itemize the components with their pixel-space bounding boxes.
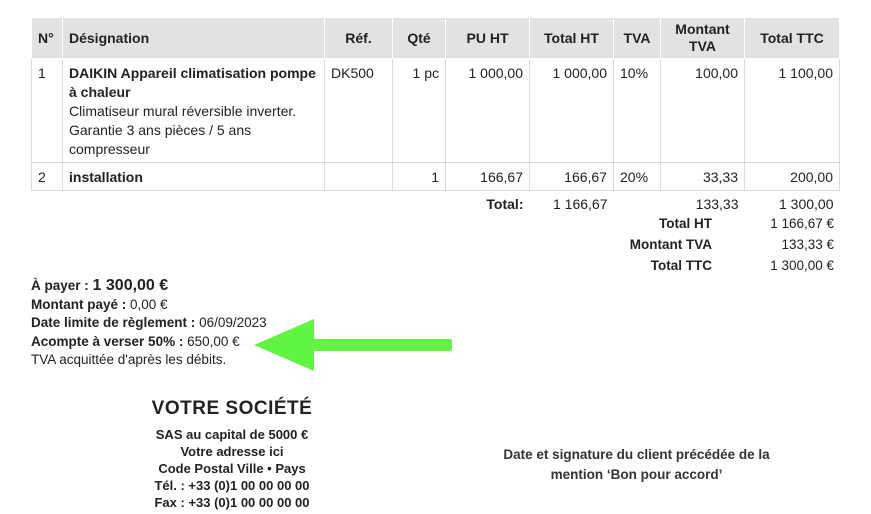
row-total-ttc: 1 100,00 — [745, 59, 840, 163]
date-limite-line — [31, 314, 267, 333]
a-payer-label: À payer : — [31, 278, 89, 293]
header-total-ttc: Total TTC — [745, 18, 840, 59]
a-payer-value: 1 300,00 € — [92, 277, 169, 294]
totals-total-ht: 1 166,67 — [553, 196, 608, 212]
company-fax: Fax : +33 (0)1 00 00 00 00 — [154, 495, 310, 510]
summary-row — [600, 213, 834, 234]
summary-row — [600, 234, 834, 255]
header-ref: Réf. — [325, 18, 393, 59]
header-tva: TVA — [614, 18, 661, 59]
company-city: Code Postal Ville • Pays — [158, 461, 306, 476]
table-header-row — [32, 18, 840, 59]
row-designation — [63, 163, 325, 191]
summary-label-montant-tva: Montant TVA — [629, 237, 712, 252]
row-ref: DK500 — [325, 59, 393, 163]
summary-value-total-ht: 1 166,67 € — [770, 216, 834, 231]
payment-info — [31, 277, 267, 370]
header-designation: Désignation — [63, 18, 325, 59]
header-pu-ht: PU HT — [446, 18, 530, 59]
summary-value-montant-tva: 133,33 € — [781, 237, 834, 252]
table-row — [32, 163, 840, 191]
summary-row — [600, 255, 834, 276]
company-tel: Tél. : +33 (0)1 00 00 00 00 — [154, 478, 310, 493]
totals-label: Total: — [486, 196, 524, 212]
row-title: installation — [69, 169, 143, 185]
montant-paye-line — [31, 296, 267, 315]
acompte-label: Acompte à verser 50% : — [31, 333, 184, 349]
company-address: Votre adresse ici — [180, 444, 284, 459]
row-designation — [63, 59, 325, 163]
tva-note: TVA acquittée d'après les débits. — [31, 352, 227, 367]
date-limite-label: Date limite de règlement : — [31, 315, 196, 330]
header-num: N° — [32, 18, 63, 59]
row-description: Climatiseur mural réversible inverter. Garantie 3 ans pièces / 5 ans compresseur — [69, 103, 297, 157]
header-montant-tva — [661, 18, 745, 59]
row-num: 2 — [32, 163, 63, 191]
invoice-lines-table — [31, 17, 840, 217]
signature-block — [484, 445, 789, 485]
row-pu-ht: 166,67 — [446, 163, 530, 191]
row-total-ttc: 200,00 — [745, 163, 840, 191]
company-capital: SAS au capital de 5000 € — [155, 427, 309, 442]
summary-label-total-ht: Total HT — [659, 216, 712, 231]
totals-montant-tva: 133,33 — [695, 196, 739, 212]
montant-paye-label: Montant payé : — [31, 296, 127, 312]
row-title: DAIKIN Appareil climatisation pompe à chaleur — [69, 65, 316, 100]
row-qty: 1 pc — [393, 59, 446, 163]
acompte-line — [31, 333, 267, 352]
table-row — [32, 59, 840, 163]
summary-label-total-ttc: Total TTC — [650, 258, 712, 273]
acompte-value: 650,00 € — [187, 333, 240, 349]
row-num: 1 — [32, 59, 63, 163]
row-total-ht: 166,67 — [530, 163, 614, 191]
signature-line-1: Date et signature du client précédée de la — [503, 447, 770, 462]
row-montant-tva: 100,00 — [661, 59, 745, 163]
date-limite-value: 06/09/2023 — [199, 315, 267, 330]
a-payer-line — [31, 277, 267, 296]
company-name: VOTRE SOCIÉTÉ — [151, 398, 313, 419]
arrow-left-icon — [252, 315, 452, 375]
montant-paye-value: 0,00 € — [130, 296, 168, 312]
header-qty: Qté — [393, 18, 446, 59]
row-montant-tva: 33,33 — [661, 163, 745, 191]
row-qty: 1 — [393, 163, 446, 191]
row-ref — [325, 163, 393, 191]
row-tva: 20% — [614, 163, 661, 191]
row-total-ht: 1 000,00 — [530, 59, 614, 163]
summary-value-total-ttc: 1 300,00 € — [770, 258, 834, 273]
signature-line-2: mention ‘Bon pour accord’ — [550, 467, 723, 482]
summary-table — [600, 213, 834, 276]
header-total-ht: Total HT — [530, 18, 614, 59]
company-block — [131, 398, 333, 511]
totals-total-ttc: 1 300,00 — [779, 196, 834, 212]
header-montant-tva-label: Montant TVA — [675, 21, 730, 54]
row-tva: 10% — [614, 59, 661, 163]
row-pu-ht: 1 000,00 — [446, 59, 530, 163]
